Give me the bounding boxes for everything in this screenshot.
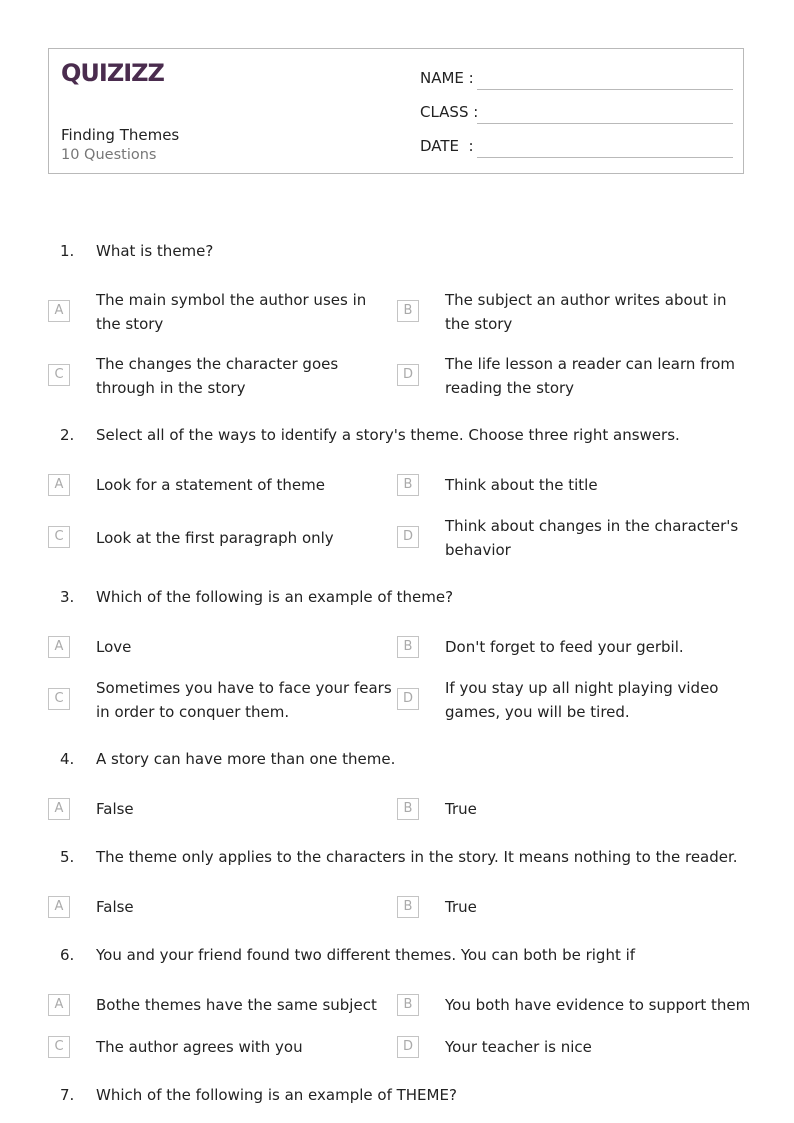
option-letter-box: A [48, 798, 70, 820]
option-3c[interactable] [48, 676, 397, 724]
name-field[interactable] [420, 66, 733, 90]
class-field[interactable] [420, 100, 733, 124]
question-number: 4. [60, 750, 75, 768]
question-number: 1. [60, 242, 75, 260]
option-4b[interactable] [397, 797, 746, 821]
option-2b[interactable] [397, 473, 746, 497]
question-number: 2. [60, 426, 75, 444]
option-6a[interactable] [48, 993, 397, 1017]
worksheet-title: Finding Themes [61, 126, 180, 144]
option-letter-box: B [397, 896, 419, 918]
option-letter-box: D [397, 364, 419, 386]
option-5b[interactable] [397, 895, 746, 919]
option-text: Look at the first paragraph only [96, 529, 334, 547]
question-text: Which of the following is an example of THEME? [96, 1086, 457, 1104]
option-letter-box: B [397, 636, 419, 658]
question-count: 10 Questions [61, 147, 157, 163]
option-text: Your teacher is nice [445, 1038, 592, 1056]
option-3a[interactable] [48, 635, 397, 659]
option-letter-box: B [397, 300, 419, 322]
option-2c[interactable] [48, 514, 397, 562]
name-line[interactable] [477, 89, 733, 90]
question-text: What is theme? [96, 242, 214, 260]
option-text: The changes the character goes through in the story [96, 355, 339, 397]
option-3d[interactable] [397, 676, 746, 724]
option-6b[interactable] [397, 993, 751, 1017]
option-2d[interactable] [397, 514, 746, 562]
option-letter-box: A [48, 300, 70, 322]
option-letter-box: A [48, 474, 70, 496]
option-letter-box: C [48, 1036, 70, 1058]
option-letter-box: A [48, 636, 70, 658]
option-text: Bothe themes have the same subject [96, 996, 377, 1014]
option-text: If you stay up all night playing video games, you will be tired. [445, 679, 719, 721]
option-text: True [445, 800, 477, 818]
option-text: You both have evidence to support them [445, 996, 751, 1014]
option-text: False [96, 800, 134, 818]
question-number: 3. [60, 588, 75, 606]
option-6c[interactable] [48, 1035, 397, 1059]
name-label: NAME : [420, 69, 474, 87]
option-4a[interactable] [48, 797, 397, 821]
option-3b[interactable] [397, 635, 746, 659]
class-line[interactable] [477, 123, 733, 124]
option-text: True [445, 898, 477, 916]
option-letter-box: D [397, 688, 419, 710]
option-2a[interactable] [48, 473, 397, 497]
option-text: The subject an author writes about in the story [445, 291, 727, 333]
option-text: The main symbol the author uses in the story [96, 291, 367, 333]
question-text: The theme only applies to the characters in the story. It means nothing to the reader. [96, 848, 738, 866]
option-letter-box: B [397, 798, 419, 820]
option-letter-box: D [397, 1036, 419, 1058]
option-letter-box: C [48, 364, 70, 386]
option-letter-box: A [48, 896, 70, 918]
option-letter-box: D [397, 526, 419, 548]
question-number: 5. [60, 848, 75, 866]
option-text: Think about changes in the character's behavior [445, 517, 739, 559]
option-1d[interactable] [397, 352, 746, 400]
option-1b[interactable] [397, 288, 746, 336]
question-text: Which of the following is an example of theme? [96, 588, 454, 606]
class-label: CLASS : [420, 103, 479, 121]
date-line[interactable] [477, 157, 733, 158]
question-text: You and your friend found two different themes. You can both be right if [96, 946, 636, 964]
date-label: DATE : [420, 137, 474, 155]
option-text: Look for a statement of theme [96, 476, 325, 494]
option-text: The life lesson a reader can learn from reading the story [445, 355, 736, 397]
question-text: A story can have more than one theme. [96, 750, 396, 768]
option-1c[interactable] [48, 352, 397, 400]
option-1a[interactable] [48, 288, 397, 336]
worksheet-header [48, 48, 744, 174]
option-text: The author agrees with you [96, 1038, 303, 1056]
quizizz-logo: QUIZIZZ [61, 59, 164, 87]
option-letter-box: A [48, 994, 70, 1016]
option-letter-box: B [397, 994, 419, 1016]
option-text: Love [96, 638, 132, 656]
question-number: 7. [60, 1086, 75, 1104]
question-number: 6. [60, 946, 75, 964]
option-letter-box: B [397, 474, 419, 496]
question-text: Select all of the ways to identify a story's theme. Choose three right answers. [96, 426, 680, 444]
option-text: Sometimes you have to face your fears in order to conquer them. [96, 679, 392, 721]
option-6d[interactable] [397, 1035, 746, 1059]
option-5a[interactable] [48, 895, 397, 919]
option-text: Think about the title [445, 476, 598, 494]
option-letter-box: C [48, 526, 70, 548]
date-field[interactable] [420, 134, 733, 158]
option-text: False [96, 898, 134, 916]
option-letter-box: C [48, 688, 70, 710]
option-text: Don't forget to feed your gerbil. [445, 638, 684, 656]
